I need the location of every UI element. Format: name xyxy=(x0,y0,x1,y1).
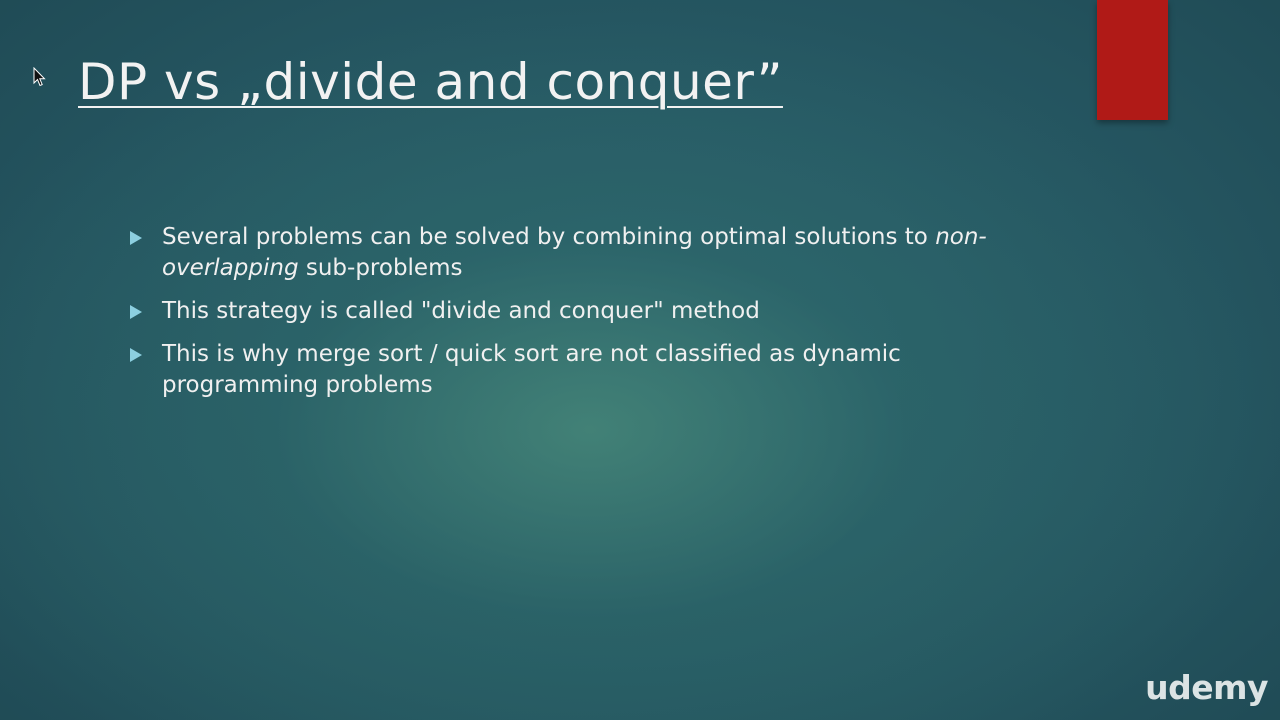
accent-bar xyxy=(1097,0,1168,120)
bullet-text: This is why merge sort / quick sort are not classified as dynamic programming problems xyxy=(162,341,901,398)
udemy-logo: udemy xyxy=(1145,668,1268,707)
bullet-item-strategy-name xyxy=(128,296,1008,327)
bullet-list xyxy=(128,222,1008,413)
triangle-bullet-icon xyxy=(130,305,142,319)
mouse-pointer-icon xyxy=(33,67,47,87)
bullet-item-merge-sort xyxy=(128,339,1008,401)
triangle-bullet-icon xyxy=(130,348,142,362)
slide-title: DP vs „divide and conquer” xyxy=(78,53,783,111)
bullet-emphasis: non-overlapping xyxy=(162,224,987,281)
bullet-item-combining-solutions xyxy=(128,222,1008,284)
bullet-text: Several problems can be solved by combining optimal solutions to xyxy=(162,224,936,250)
bullet-text: This strategy is called "divide and conquer" method xyxy=(162,298,760,324)
triangle-bullet-icon xyxy=(130,231,142,245)
bullet-text: sub-problems xyxy=(298,255,463,281)
